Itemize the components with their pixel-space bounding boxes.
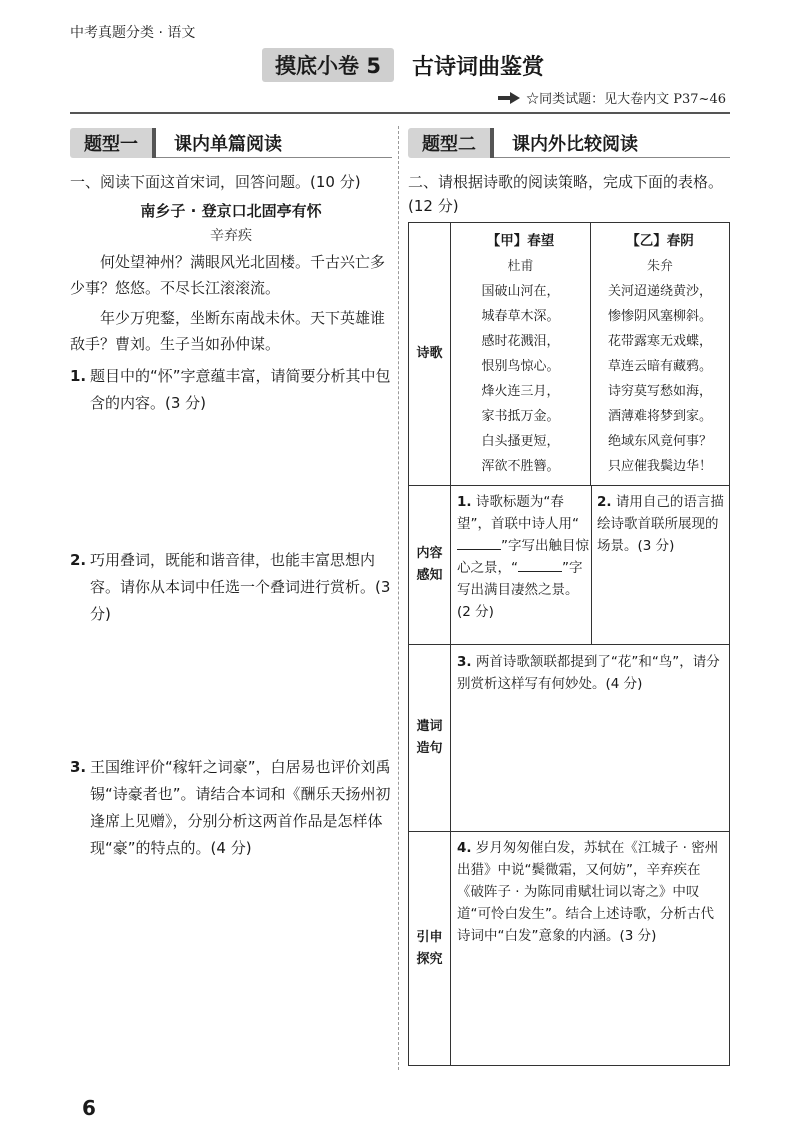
question-text: 题目中的“怀”字意蕴丰富，请简要分析其中包含的内容。(3 分) [90,367,391,412]
left-column [70,128,392,862]
poem-a [451,223,591,485]
question-text-part: ”字写出触目惊心之景，“ [457,538,589,576]
row-label-perception [409,486,451,644]
question-text: 岁月匆匆催白发，苏轼在《江城子 · 密州出猎》中说“鬓微霜，又何妨”，辛弃疾在《破阵子 · 为陈同甫赋壮词以寄之》中叹道“可怜白发生”。结合上述诗歌，分析古代诗词中“白发”意象的内涵。(3 分) [457,840,719,944]
cross-reference [498,88,726,107]
row-label-text: 遣词造句 [416,719,443,756]
poem-line: 白头搔更短， [481,434,560,449]
question-intro: 一、阅读下面这首宋词，回答问题。(10 分) [70,173,361,191]
section-tag: 题型一 [70,128,152,158]
reading-strategy-table [408,222,730,1066]
poem-line: 草连云暗有藏鸦。 [607,359,712,374]
poem-b-title: 【乙】春阴 [626,233,694,249]
row-label-extension [409,832,451,1065]
poem-line: 关河迢递绕黄沙， [607,284,712,299]
poem-line: 诗穷莫写愁如海， [607,384,712,399]
question-text-part: ”字写出满目凄然之景。(2 分) [457,560,583,620]
right-column [408,128,730,218]
exam-label: 摸底小卷 5 [262,48,394,82]
question-intro: 二、请根据诗歌的阅读策略，完成下面的表格。(12 分) [408,173,724,215]
row-label-text: 内容感知 [416,546,443,583]
question-number: 3. [457,654,472,670]
question-text: 两首诗歌颔联都提到了“花”和“鸟”，请分别赏析这样写有何妙处。(4 分) [457,654,720,692]
question-text: 巧用叠词，既能和谐音律，也能丰富思想内容。请你从本词中任选一个叠词进行赏析。(3 分) [90,551,391,623]
column-divider [398,126,399,1070]
answer-blank[interactable] [518,558,562,572]
question-4-cell [457,837,725,947]
poem-paragraph: 年少万兜鍪，坐断东南战未休。天下英雄谁敌手？曹刘。生子当如孙仲谋。 [70,309,386,353]
header-divider [70,112,730,114]
section-tag: 题型二 [408,128,490,158]
question-2 [70,547,392,628]
poem-b-author: 朱弁 [646,259,673,274]
answer-blank[interactable] [457,536,501,550]
question-text-part: 诗歌标题为“春望”，首联中诗人用“ [457,494,579,532]
poem-line: 绝域东风竟何事？ [607,434,712,449]
poem-a-title: 【甲】春望 [486,233,555,249]
question-2-cell [597,491,725,557]
row-label-poem: 诗歌 [409,223,451,485]
poem-b [591,223,729,485]
row-label-diction [409,645,451,831]
section-head-2 [408,128,730,158]
question-number: 1. [457,494,472,510]
poem-a-author: 杜甫 [507,259,534,274]
book-title: 中考真题分类 · 语文 [70,25,196,41]
question-text: 请用自己的语言描绘诗歌首联所展现的场景。(3 分) [597,494,724,554]
question-number: 4. [457,840,472,856]
poem-line: 惨惨阴风塞柳斜。 [607,309,712,324]
question-text: 王国维评价“稼轩之词豪”，白居易也评价刘禹锡“诗豪者也”。请结合本词和《酬乐天扬州初逢席上见赠》，分别分析这两首作品是怎样体现“豪”的特点的。(4 分) [90,758,391,857]
row-label-text: 引申探究 [416,929,443,967]
question-number: 3. [70,758,87,776]
poem-title: 南乡子 · 登京口北固亭有怀 [140,202,322,220]
question-number: 2. [70,551,87,569]
poem-line: 感时花溅泪， [481,334,560,349]
question-1 [70,363,392,417]
poem-line: 烽火连三月， [481,384,560,399]
poem-line: 国破山河在， [481,284,560,299]
page-number: 6 [82,1096,96,1120]
poem-line: 只应催我鬓边华！ [607,459,712,474]
arrow-right-icon [498,92,520,104]
question-number: 1. [70,367,87,385]
poem-line: 城春草木深。 [481,309,560,324]
poem-line: 花带露寒无戏蝶， [607,334,712,349]
poem-line: 恨别鸟惊心。 [481,359,560,374]
cross-reference-text: ☆同类试题：见大卷内文 P37~46 [526,92,726,107]
question-3-cell [457,651,725,695]
section-title: 课内单篇阅读 [156,128,392,158]
question-1-cell [457,491,589,623]
section-head-1 [70,128,392,158]
poem-paragraph: 何处望神州？满眼风光北固楼。千古兴亡多少事？悠悠。不尽长江滚滚流。 [70,253,386,297]
exam-topic: 古诗词曲鉴赏 [412,55,545,80]
poem-line: 家书抵万金。 [481,409,560,424]
question-3 [70,754,392,862]
question-number: 2. [597,494,612,510]
poem-line: 浑欲不胜簪。 [481,459,560,474]
section-title: 课内外比较阅读 [494,128,730,158]
poem-line: 酒薄难将梦到家。 [607,409,712,424]
poem-author: 辛弃疾 [210,228,252,244]
